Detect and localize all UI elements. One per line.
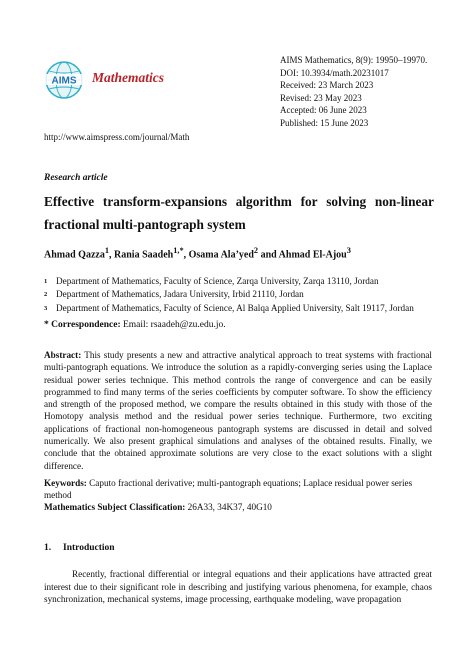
affiliation-item <box>44 288 439 301</box>
correspondence <box>44 320 226 330</box>
subject-classification <box>44 502 272 512</box>
title-word: Effective <box>44 194 95 209</box>
received-date: Received: 23 March 2023 <box>280 80 374 91</box>
author-separator: and <box>258 249 279 261</box>
msc-label: Mathematics Subject Classification: <box>44 502 186 512</box>
title-line-1 <box>44 190 434 213</box>
section-title: Introduction <box>63 543 115 553</box>
globe-logo-icon <box>44 60 84 100</box>
affiliation-text: Department of Mathematics, Jadara University, Irbid 21110, Jordan <box>56 289 304 300</box>
citation: AIMS Mathematics, 8(9): 19950–19970. <box>280 55 428 65</box>
author-affiliation-mark: 3 <box>346 246 351 255</box>
affiliation-item <box>44 275 439 288</box>
author-affiliation-mark: 1 <box>104 246 110 255</box>
article-type: Research article <box>44 173 108 183</box>
correspondence-email[interactable]: Email: rsaadeh@zu.edu.jo. <box>122 320 226 330</box>
affiliation-number: 2 <box>44 291 48 299</box>
affiliations <box>44 275 439 315</box>
author-name: Ahmad El-Ajou <box>278 249 347 261</box>
journal-logo <box>44 60 84 100</box>
published-date: Published: 15 June 2023 <box>280 117 369 128</box>
doi[interactable]: DOI: 10.3934/math.20231017 <box>280 67 389 78</box>
author-affiliation-mark: 2 <box>253 246 259 255</box>
title-word: solving <box>326 194 367 209</box>
affiliation-text: Department of Mathematics, Faculty of Science, Zarqa University, Zarqa 13110, Jordan <box>56 276 379 286</box>
affiliation-text: Department of Mathematics, Faculty of Science, Al Balqa Applied University, Salt 19117, Jordan <box>56 302 414 313</box>
abstract-label: Abstract: <box>44 350 82 360</box>
affiliation-item <box>44 302 439 315</box>
affiliation-number: 1 <box>44 278 48 285</box>
title-line-2: fractional multi-pantograph system <box>44 217 246 232</box>
accepted-date: Accepted: 06 June 2023 <box>280 105 367 116</box>
author-list <box>44 246 351 260</box>
keywords-text: Caputo fractional derivative; multi-pantograph equations; Laplace residual power series method <box>44 478 413 501</box>
abstract-text: This study presents a new and attractive analytical approach to treat systems with fractional multi-pantograph equations. We introduce the solution as a rapidly-converging series using the Laplace residual power series technique. This method controls the range of convergence and can be easily programmed to find many terms of the series coefficients by computer software. To show the efficiency and strength of the proposed method, we compare the results obtained in this study with those of the Homotopy analysis method and the residual power series technique. Furthermore, two exciting applications of fractional non-homogeneous pantograph systems are discussed in detail and solved numerically. We also present graphical simulations and analyses of the obtained results. Finally, we conclude that the obtained approximate solutions are very close to the exact solutions with a slight difference. <box>44 350 432 471</box>
author-name: Osama Ala’yed <box>188 249 254 261</box>
correspondence-label: * Correspondence: <box>44 320 121 330</box>
title-word: non-linear <box>374 194 434 209</box>
title-word: for <box>300 194 318 209</box>
journal-name: Mathematics <box>92 70 165 85</box>
keywords-label: Keywords: <box>44 478 87 488</box>
section-number: 1. <box>44 543 52 553</box>
revised-date: Revised: 23 May 2023 <box>280 92 362 103</box>
logo-text: AIMS <box>51 75 77 87</box>
keywords <box>44 477 432 502</box>
paper-title <box>44 190 434 236</box>
publication-info <box>280 54 427 130</box>
author-name: Ahmad Qazza <box>44 249 105 261</box>
author-separator: , <box>109 249 115 261</box>
msc-codes: 26A33, 34K37, 40G10 <box>187 502 272 512</box>
affiliation-number: 3 <box>44 304 48 312</box>
title-word: transform-expansions <box>102 194 228 209</box>
title-word: algorithm <box>235 194 292 209</box>
abstract <box>44 349 432 472</box>
intro-paragraph: Recently, fractional differential or integral equations and their applications have attracted great interest due to their significant role in describing and justifying various phenomena, for example, chaos synchronization, mechanical systems, image processing, earthquake modeling, wave propagation <box>44 569 432 605</box>
journal-url-link[interactable]: http://www.aimspress.com/journal/Math <box>44 132 190 142</box>
section-heading <box>44 543 115 553</box>
author-separator: , <box>183 249 189 261</box>
author-name: Rania Saadeh <box>114 249 174 261</box>
author-affiliation-mark: 1,* <box>173 246 184 255</box>
